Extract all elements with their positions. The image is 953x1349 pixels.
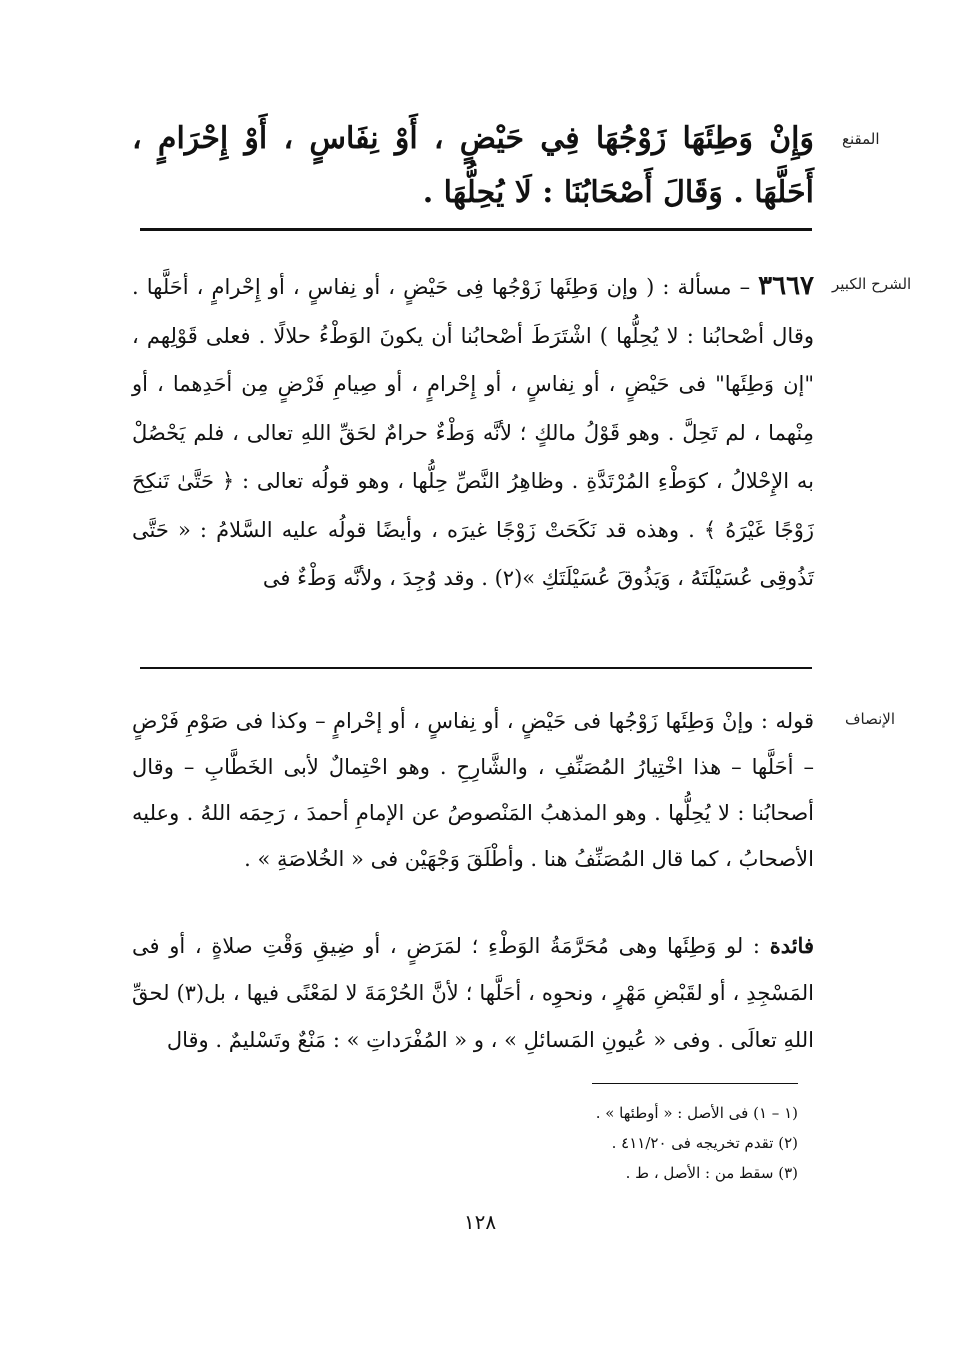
insaf-section-label: الإنصاف [845,710,896,728]
muqni-text: وَإِنْ وَطِئَهَا زَوْجُهَا فِي حَيْضٍ ، أَوْ نِفَاسٍ ، أَوْ إِحْرَامٍ ، أَحَلَّهَا . وَقَالَ أَصْحَابُنَا : لَا يُحِلُّهَا . [132,121,814,210]
sharh-section-label: الشرح الكبير [832,275,912,293]
faida-label: فائدة [769,933,814,958]
footnote: (٣) سقط من : الأصل ، ط . [625,1164,798,1182]
section-divider [140,228,812,231]
issue-number: ٣٦٦٧ [758,271,814,301]
footnote-divider [592,1083,798,1084]
muqni-section-label: المقنع [842,130,880,148]
page-number: ١٢٨ [463,1210,497,1234]
sharh-text [132,262,814,603]
footnote: (٢) تقدم تخريجه فى ٤١١/٢٠ . [611,1134,798,1152]
faida-body: : لو وَطِئَها وهى مُحَرَّمَةُ الوَطْءِ ؛ لمَرَضٍ ، أو ضِيقِ وَقْتِ صلاةٍ ، أو فى المَسْجِدِ ، أو لقَبْضِ مَهْرٍ ، ونحوِه ، أحَلَّها ؛ لأنَّ الحُرْمَةَ لا لمَعْنًى فيها ، بل(٣) لحقِّ اللهِ تعالَى . وفى « عُيونِ المَسائلِ » ، و « المُفْرَداتِ » : مَنْعٌ وتَسْليمٌ . وقال [132,934,814,1052]
sharh-body: – مسألة : ( وإن وَطِئَها زَوْجُها فِى حَيْضٍ ، أو نِفاسٍ ، أو إِحْرامٍ ، أحَلَّها . وقال أصْحابُنا : لا يُحِلُّها ) اشْتَرَطَ أصْحابُنا أن يكونَ الوَطْءُ حلالًا . فعلى قَوْلِهم ، "إن وَطِئَها" فى حَيْضٍ ، أو نِفاسٍ ، أو إِحْرامٍ ، أو صِيامِ فَرْضٍ مِن أحَدِهما ، أو مِنْهما ، لم تَحِلَّ . وهو قَوْلُ مالكٍ ؛ لأنَّه وَطْءٌ حرامٌ لحَقِّ اللهِ تعالى ، فلم يَحْصُلْ به الإِحْلالُ ، كوَطْءِ المُرْتَدَّةِ . وظاهِرُ النَّصِّ حِلُّها ، وهو قولُه تعالى : ﴿ حَتَّىٰ تَنكِحَ زَوْجًا غَيْرَهُ ﴾ . وهذه قد نَكَحَتْ زَوْجًا غيرَه ، وأيضًا قولُه عليه السَّلامُ : « حَتَّى تَذُوقِى عُسَيْلَتَهُ ، وَيَذُوقَ عُسَيْلَتَكِ »(٢) . وقد وُجِدَ ، ولأنَّه وَطْءٌ فى [132,275,814,590]
faida-paragraph [132,922,814,1064]
section-divider [140,667,812,669]
insaf-text: قوله : وإنْ وَطِئَها زَوْجُها فى حَيْضٍ ، أو نِفاسٍ ، أو إحْرامٍ – وكذا فى صَوْمِ فَرْضٍ – أحَلَّها – هذا اخْتِيارُ المُصَنِّفِ ، والشَّارِحِ . وهو احْتِمالٌ لأبى الخَطَّابِ – وقال أصحابُنا : لا يُحِلُّها . وهو المذهبُ المَنْصوصُ عن الإمامِ أحمدَ ، رَحِمَه اللهُ . وعليه الأصحابُ ، كما قال المُصَنِّفُ هنا . وأطْلَقَ وَجْهَيْن فى « الخُلاصَةِ » . [132,709,814,871]
footnotes [560,1098,798,1188]
footnote: (١ – ١) فى الأصل : « أوطئها » . [595,1104,798,1122]
